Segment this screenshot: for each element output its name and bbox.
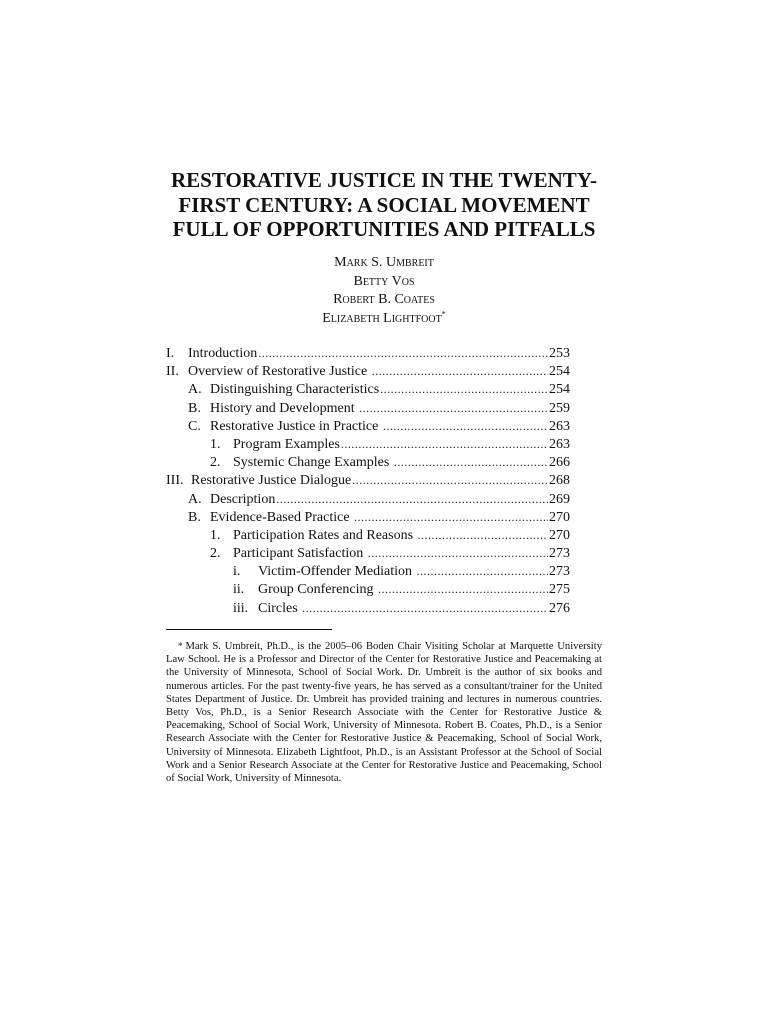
toc-leader-dots xyxy=(368,544,548,562)
toc-leader-dots xyxy=(383,417,548,435)
toc-entry xyxy=(166,562,570,580)
author-name: Mark S. Umbreit xyxy=(334,255,434,270)
toc-leader-dots xyxy=(352,471,548,489)
author-name: Betty Vos xyxy=(353,273,415,289)
toc-entry xyxy=(166,508,570,526)
toc-entry xyxy=(166,344,570,362)
toc-entry-page: 253 xyxy=(549,346,570,361)
author-footnote xyxy=(166,640,602,785)
toc-leader-dots xyxy=(354,508,548,526)
toc-entry-label: Systemic Change Examples xyxy=(233,455,393,471)
toc-entry xyxy=(166,580,570,598)
toc-entry-label: Overview of Restorative Justice xyxy=(188,364,371,380)
toc-entry-number: iii. xyxy=(233,600,249,616)
toc-entry-page: 275 xyxy=(549,582,570,598)
toc-entry xyxy=(166,362,570,380)
toc-entry-page: 263 xyxy=(549,436,570,452)
toc-entry-label: Introduction xyxy=(188,346,258,361)
toc-leader-dots xyxy=(380,380,548,398)
toc-entry-label: Victim-Offender Mediation xyxy=(258,564,416,580)
toc-leader-dots xyxy=(378,580,548,598)
toc-leader-dots xyxy=(372,362,548,380)
toc-entry-page: 254 xyxy=(549,382,570,398)
toc-entry-label: Distinguishing Characteristics xyxy=(210,382,380,398)
toc-entry-number: B. xyxy=(188,509,201,525)
toc-entry-page: 270 xyxy=(549,509,570,525)
toc-entry xyxy=(166,526,570,544)
toc-entry-label: History and Development xyxy=(210,400,359,416)
toc-entry xyxy=(166,471,570,489)
toc-entry-number: A. xyxy=(188,491,202,507)
toc-entry-page: 263 xyxy=(549,418,570,434)
table-of-contents xyxy=(166,344,570,617)
toc-entry-label: Restorative Justice in Practice xyxy=(210,418,382,434)
toc-entry-number: ii. xyxy=(233,582,245,598)
author-name: Robert B. Coates xyxy=(333,292,435,307)
toc-entry xyxy=(166,435,570,453)
toc-entry-label: Participation Rates and Reasons xyxy=(233,527,417,543)
toc-entry-label: Program Examples xyxy=(233,436,340,452)
toc-leader-dots xyxy=(418,526,548,544)
toc-entry-label: Description xyxy=(210,491,276,507)
toc-entry-number: B. xyxy=(188,400,201,416)
toc-entry-label: Evidence-Based Practice xyxy=(210,509,354,525)
toc-entry-number: 1. xyxy=(210,436,221,452)
toc-entry-label: Group Conferencing xyxy=(258,582,377,598)
article-title-line-2: FIRST CENTURY: A SOCIAL MOVEMENT xyxy=(178,192,590,217)
toc-entry xyxy=(166,544,570,562)
toc-entry-number: I. xyxy=(166,346,175,361)
toc-entry-number: 2. xyxy=(210,455,221,471)
author-name: Elizabeth Lightfoot xyxy=(322,310,442,326)
toc-leader-dots xyxy=(417,562,548,580)
toc-leader-dots xyxy=(276,490,548,508)
footnote-divider xyxy=(166,629,332,630)
toc-leader-dots xyxy=(394,453,548,471)
toc-leader-dots xyxy=(258,344,548,362)
article-title-line-1: RESTORATIVE JUSTICE IN THE TWENTY- xyxy=(171,168,597,192)
toc-entry-page: 259 xyxy=(549,400,570,416)
toc-entry-page: 270 xyxy=(549,527,570,543)
toc-entry xyxy=(166,417,570,435)
toc-entry-label: Circles xyxy=(258,600,302,616)
author-list xyxy=(150,254,618,328)
footnote-mark: * xyxy=(178,641,183,651)
toc-entry xyxy=(166,490,570,508)
toc-entry xyxy=(166,399,570,417)
toc-entry xyxy=(166,599,570,617)
toc-entry-page: 266 xyxy=(549,455,570,471)
toc-leader-dots xyxy=(302,599,548,617)
toc-entry-page: 273 xyxy=(549,546,570,562)
toc-entry xyxy=(166,380,570,398)
toc-leader-dots xyxy=(359,399,548,417)
author-name-with-footnote xyxy=(150,310,618,329)
toc-entry-number: II. xyxy=(166,364,179,380)
toc-entry-page: 268 xyxy=(549,473,570,489)
footnote-reference-mark: * xyxy=(441,308,446,318)
toc-entry-number: 1. xyxy=(210,527,221,543)
toc-entry-label: Restorative Justice Dialogue xyxy=(191,473,352,489)
footnote-text: Mark S. Umbreit, Ph.D., is the 2005–06 Boden Chair Visiting Scholar at Marquette University Law School. He is a Professor and Director of the Center for Restorative Justice and Peacemaking at the University of Minnesota, School of Social Work. Dr. Umbreit is the author of six books and numerous articles. For the past twenty-five years, he has served as a consultant/trainer for the United States Department of Justice. Dr. Umbreit has provided training and lectures in numerous countries. Betty Vos, Ph.D., is a Senior Research Associate with the Center for Restorative Justice & Peacemaking, School of Social Work, University of Minnesota. Robert B. Coates, Ph.D., is a Senior Research Associate with the Center for Restorative Justice & Peacemaking, School of Social Work, University of Minnesota. Elizabeth Lightfoot, Ph.D., is an Assistant Professor at the School of Social Work and a Senior Research Associate at the Center for Restorative Justice and Peacemaking, School of Social Work, University of Minnesota. xyxy=(166,641,602,785)
toc-entry-label: Participant Satisfaction xyxy=(233,546,367,562)
toc-entry-page: 254 xyxy=(549,364,570,380)
toc-leader-dots xyxy=(341,435,548,453)
toc-entry-number: C. xyxy=(188,418,201,434)
toc-entry-page: 269 xyxy=(549,491,570,507)
toc-entry-number: A. xyxy=(188,382,202,398)
toc-entry-number: 2. xyxy=(210,546,221,562)
toc-entry-page: 273 xyxy=(549,564,570,580)
toc-entry-number: i. xyxy=(233,564,241,580)
article-title xyxy=(150,168,618,242)
toc-entry xyxy=(166,453,570,471)
toc-entry-page: 276 xyxy=(549,600,570,616)
toc-entry-number: III. xyxy=(166,473,184,489)
article-title-line-3: FULL OF OPPORTUNITIES AND PITFALLS xyxy=(172,217,596,241)
